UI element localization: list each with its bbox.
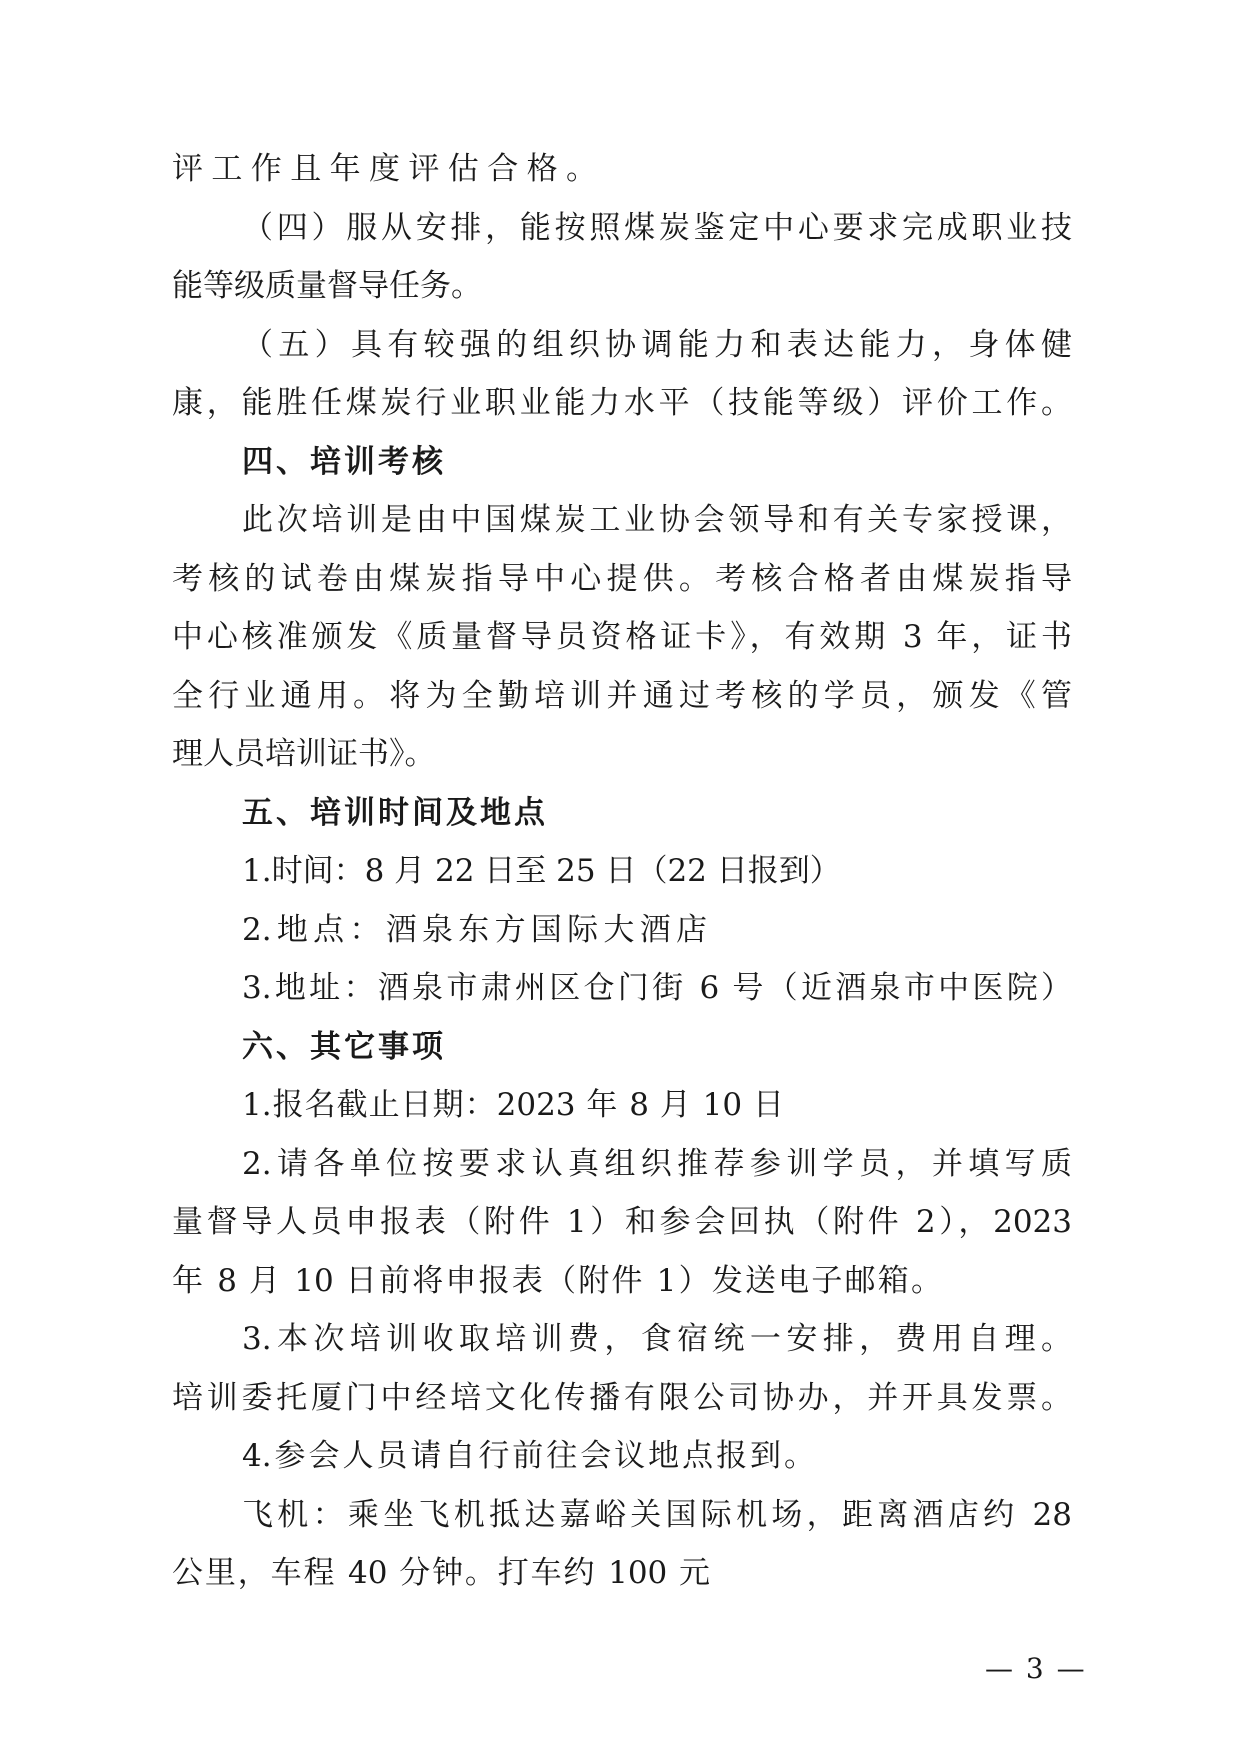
text-line: （四）服从安排，能按照煤炭鉴定中心要求完成职业技 xyxy=(242,209,1072,246)
text-line: 1.时间：8 月 22 日至 25 日（22 日报到） xyxy=(242,853,841,889)
section-heading: 四、培训考核 xyxy=(242,443,446,480)
text-line: 2.请各单位按要求认真组织推荐参训学员，并填写质 xyxy=(242,1145,1072,1182)
page-number: — 3 — xyxy=(985,1652,1087,1685)
text-line: 4.参会人员请自行前往会议地点报到。 xyxy=(242,1438,815,1474)
text-line: （五）具有较强的组织协调能力和表达能力，身体健 xyxy=(242,326,1072,363)
section-heading: 五、培训时间及地点 xyxy=(242,794,548,831)
document-body xyxy=(172,140,1072,1603)
text-line: 飞机：乘坐飞机抵达嘉峪关国际机场，距离酒店约 28 xyxy=(242,1496,1072,1533)
section-heading: 六、其它事项 xyxy=(242,1028,446,1065)
text-line: 量督导人员申报表（附件 1）和参会回执（附件 2），2023 xyxy=(172,1204,1072,1240)
text-line: 培训委托厦门中经培文化传播有限公司协办，并开具发票。 xyxy=(172,1379,1072,1416)
text-line: 年 8 月 10 日前将申报表（附件 1）发送电子邮箱。 xyxy=(172,1262,942,1299)
text-line: 理人员培训证书》。 xyxy=(172,736,436,772)
text-line: 此次培训是由中国煤炭工业协会领导和有关专家授课， xyxy=(242,502,1072,538)
text-line: 考核的试卷由煤炭指导中心提供。考核合格者由煤炭指导 xyxy=(172,560,1072,597)
text-line: 3.地址：酒泉市肃州区仓门街 6 号（近酒泉市中医院） xyxy=(242,970,1072,1006)
text-line: 中心核准颁发《质量督导员资格证卡》，有效期 3 年，证书 xyxy=(172,619,1072,655)
text-line: 2.地点：酒泉东方国际大酒店 xyxy=(242,911,707,948)
text-line: 3.本次培训收取培训费，食宿统一安排，费用自理。 xyxy=(242,1321,1072,1357)
text-line: 康，能胜任煤炭行业职业能力水平（技能等级）评价工作。 xyxy=(172,385,1072,421)
text-line: 公里，车程 40 分钟。打车约 100 元 xyxy=(172,1555,710,1591)
text-line: 评工作且年度评估合格。 xyxy=(172,151,597,187)
text-line: 全行业通用。将为全勤培训并通过考核的学员，颁发《管 xyxy=(172,677,1072,714)
text-line: 1.报名截止日期：2023 年 8 月 10 日 xyxy=(242,1087,784,1123)
text-line: 能等级质量督导任务。 xyxy=(172,268,482,304)
